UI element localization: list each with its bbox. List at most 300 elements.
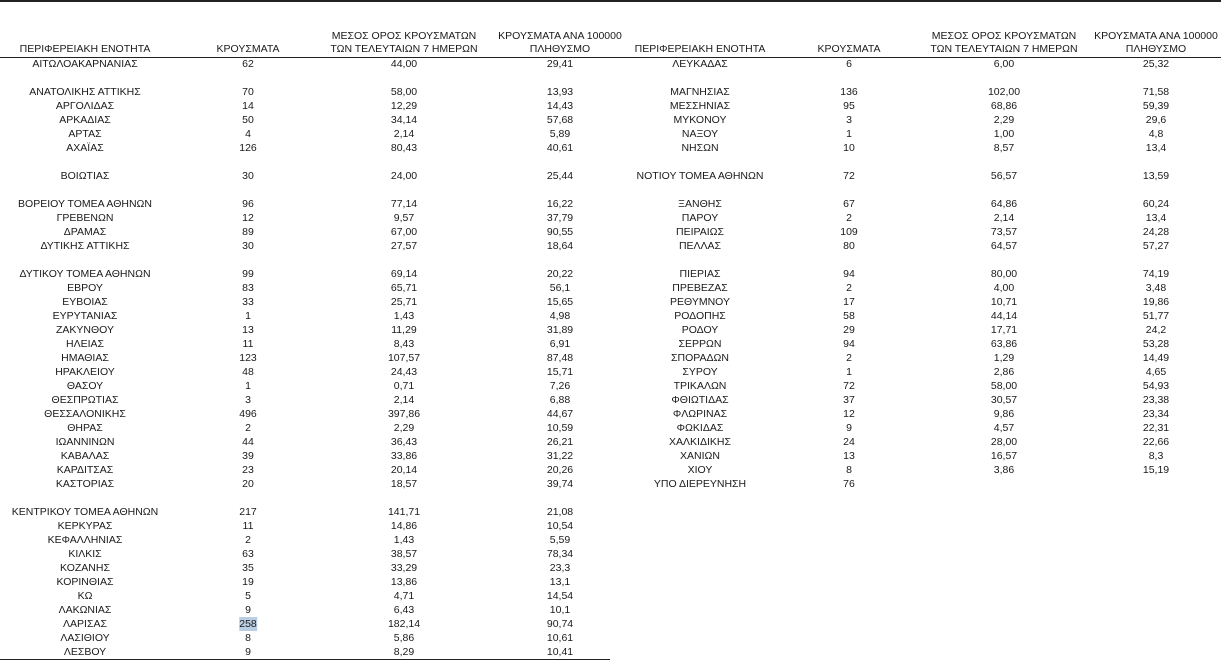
per100k-cell[interactable]: 78,34 (546, 548, 574, 560)
avg7-cell[interactable]: 67,00 (390, 226, 418, 238)
per100k-cell[interactable]: 13,59 (1142, 170, 1170, 182)
region-cell[interactable]: ΝΟΤΙΟΥ ΤΟΜΕΑ ΑΘΗΝΩΝ (636, 170, 764, 182)
avg7-cell[interactable]: 30,57 (990, 394, 1018, 406)
cases-cell[interactable]: 39 (242, 450, 254, 462)
table-row (610, 267, 1221, 281)
avg7-cell[interactable]: 24,43 (390, 366, 418, 378)
avg7-cell[interactable]: 2,86 (993, 366, 1015, 378)
region-cell[interactable]: ΠΑΡΟΥ (681, 212, 719, 224)
avg7-cell[interactable]: 24,00 (390, 170, 418, 182)
per100k-cell[interactable]: 18,64 (546, 240, 574, 252)
avg7-cell[interactable]: 18,57 (390, 478, 418, 490)
cases-cell[interactable]: 30 (242, 240, 254, 252)
region-cell[interactable]: ΗΜΑΘΙΑΣ (61, 352, 109, 364)
per100k-cell[interactable]: 7,26 (549, 380, 571, 392)
table-row (0, 211, 610, 225)
per100k-cell[interactable]: 4,65 (1145, 366, 1167, 378)
avg7-cell[interactable]: 44,14 (990, 310, 1018, 322)
cases-cell[interactable]: 2 (245, 422, 251, 434)
region-cell[interactable]: ΚΕΦΑΛΛΗΝΙΑΣ (47, 534, 123, 546)
blank-row (610, 155, 1221, 169)
cases-cell[interactable]: 14 (242, 100, 254, 112)
cases-cell[interactable]: 72 (843, 380, 855, 392)
region-cell[interactable]: ΦΩΚΙΔΑΣ (676, 422, 724, 434)
per100k-cell[interactable]: 87,48 (546, 352, 574, 364)
cases-cell[interactable]: 126 (239, 142, 257, 154)
cases-cell[interactable]: 63 (242, 548, 254, 560)
avg7-cell[interactable]: 13,86 (390, 576, 418, 588)
avg7-cell[interactable]: 64,57 (990, 240, 1018, 252)
region-cell[interactable]: ΝΑΞΟΥ (681, 128, 719, 140)
cases-cell[interactable]: 30 (242, 170, 254, 182)
per100k-cell[interactable]: 13,4 (1145, 142, 1167, 154)
avg7-cell[interactable]: 2,29 (393, 422, 415, 434)
per100k-cell[interactable]: 14,43 (546, 100, 574, 112)
region-cell[interactable]: ΗΡΑΚΛΕΙΟΥ (55, 366, 115, 378)
region-cell[interactable]: ΠΙΕΡΙΑΣ (679, 268, 721, 280)
per100k-cell[interactable]: 13,93 (546, 86, 574, 98)
avg7-cell[interactable]: 80,00 (990, 268, 1018, 280)
cases-cell[interactable]: 11 (242, 338, 254, 350)
table-row (0, 141, 610, 155)
cases-cell[interactable]: 11 (242, 520, 254, 532)
cases-cell[interactable]: 4 (245, 128, 251, 140)
region-cell[interactable]: ΚΑΡΔΙΤΣΑΣ (56, 464, 114, 476)
region-cell[interactable]: ΤΡΙΚΑΛΩΝ (673, 380, 727, 392)
region-cell[interactable]: ΘΗΡΑΣ (67, 422, 103, 434)
region-cell[interactable]: ΙΩΑΝΝΙΝΩΝ (55, 436, 115, 448)
cases-cell[interactable]: 50 (242, 114, 254, 126)
table-row (610, 169, 1221, 183)
avg7-cell[interactable]: 58,00 (390, 86, 418, 98)
cases-cell[interactable]: 9 (245, 646, 251, 658)
cases-cell[interactable]: 109 (840, 226, 858, 238)
table-row (0, 239, 610, 253)
header-avg7-line2: ΤΩΝ ΤΕΛΕΥΤΑΙΩΝ 7 ΗΜΕΡΩΝ (330, 43, 478, 55)
avg7-cell[interactable]: 69,14 (390, 268, 418, 280)
per100k-cell[interactable]: 13,1 (549, 576, 571, 588)
cases-cell[interactable]: 24 (843, 436, 855, 448)
avg7-cell[interactable]: 182,14 (387, 618, 421, 630)
avg7-cell[interactable]: 4,71 (393, 590, 415, 602)
cases-cell[interactable]: 80 (843, 240, 855, 252)
region-cell[interactable]: ΘΑΣΟΥ (66, 380, 104, 392)
avg7-cell[interactable]: 10,71 (990, 296, 1018, 308)
region-cell[interactable]: ΦΘΙΩΤΙΔΑΣ (671, 394, 729, 406)
cases-cell[interactable]: 10 (843, 142, 855, 154)
cases-cell[interactable]: 96 (242, 198, 254, 210)
region-cell[interactable]: ΚΟΡΙΝΘΙΑΣ (56, 576, 114, 588)
region-cell[interactable]: ΑΝΑΤΟΛΙΚΗΣ ΑΤΤΙΚΗΣ (29, 86, 141, 98)
cases-cell[interactable]: 1 (245, 380, 251, 392)
region-cell[interactable]: ΖΑΚΥΝΘΟΥ (55, 324, 115, 336)
per100k-cell[interactable]: 29,41 (546, 58, 574, 70)
avg7-cell[interactable]: 2,14 (393, 394, 415, 406)
per100k-cell[interactable]: 54,93 (1142, 380, 1170, 392)
cases-cell[interactable]: 89 (242, 226, 254, 238)
per100k-cell[interactable]: 23,3 (549, 562, 571, 574)
avg7-cell[interactable]: 65,71 (390, 282, 418, 294)
avg7-cell[interactable]: 33,29 (390, 562, 418, 574)
avg7-cell[interactable]: 33,86 (390, 450, 418, 462)
blank-row (610, 71, 1221, 85)
region-cell[interactable]: ΧΑΛΚΙΔΙΚΗΣ (669, 436, 731, 448)
avg7-cell[interactable]: 44,00 (390, 58, 418, 70)
table-row (610, 141, 1221, 155)
region-cell[interactable]: ΗΛΕΙΑΣ (65, 338, 105, 350)
table-row (0, 519, 610, 533)
per100k-cell[interactable]: 16,22 (546, 198, 574, 210)
region-cell[interactable]: ΛΕΣΒΟΥ (63, 646, 107, 658)
region-cell[interactable]: ΛΑΡΙΣΑΣ (63, 618, 107, 630)
cases-cell[interactable]: 9 (245, 604, 251, 616)
table-row (610, 393, 1221, 407)
per100k-cell[interactable]: 15,71 (546, 366, 574, 378)
per100k-cell[interactable]: 56,1 (549, 282, 571, 294)
avg7-cell[interactable]: 16,57 (990, 450, 1018, 462)
region-cell[interactable]: ΡΕΘΥΜΝΟΥ (669, 296, 731, 308)
cases-cell[interactable]: 94 (843, 338, 855, 350)
avg7-cell[interactable]: 11,29 (391, 324, 417, 336)
avg7-cell[interactable]: 5,86 (393, 632, 415, 644)
cases-cell[interactable]: 12 (242, 212, 254, 224)
per100k-cell[interactable]: 53,28 (1142, 338, 1170, 350)
cases-cell[interactable]: 3 (245, 394, 251, 406)
table-body-right (610, 57, 1221, 491)
table-row (610, 309, 1221, 323)
per100k-cell[interactable]: 24,28 (1142, 226, 1170, 238)
per100k-cell[interactable]: 6,88 (549, 394, 571, 406)
cases-cell[interactable]: 23 (242, 464, 254, 476)
per100k-cell[interactable]: 20,22 (546, 268, 574, 280)
table-row (0, 281, 610, 295)
avg7-cell[interactable]: 64,86 (990, 198, 1018, 210)
avg7-cell[interactable]: 63,86 (990, 338, 1018, 350)
cases-cell[interactable]: 62 (242, 58, 254, 70)
avg7-cell[interactable]: 68,86 (990, 100, 1018, 112)
avg7-cell[interactable]: 107,57 (387, 352, 421, 364)
table-row (0, 309, 610, 323)
per100k-cell[interactable]: 22,31 (1142, 422, 1170, 434)
per100k-cell[interactable]: 4,8 (1148, 128, 1164, 140)
per100k-cell[interactable]: 10,1 (549, 604, 571, 616)
per100k-cell[interactable]: 31,89 (546, 324, 574, 336)
region-cell[interactable]: ΑΡΚΑΔΙΑΣ (59, 114, 111, 126)
region-cell[interactable]: ΞΑΝΘΗΣ (678, 198, 722, 210)
per100k-cell[interactable]: 90,55 (546, 226, 574, 238)
cases-cell[interactable]: 6 (846, 58, 852, 70)
cases-cell[interactable]: 8 (846, 464, 852, 476)
region-cell[interactable]: ΑΙΤΩΛΟΑΚΑΡΝΑΝΙΑΣ (32, 58, 138, 70)
avg7-cell[interactable]: 73,57 (990, 226, 1018, 238)
per100k-cell[interactable]: 3,48 (1145, 282, 1167, 294)
cases-cell[interactable]: 37 (843, 394, 855, 406)
region-cell[interactable]: ΝΗΣΩΝ (681, 142, 719, 154)
header-per100k (1094, 30, 1218, 56)
region-cell[interactable]: ΚΕΡΚΥΡΑΣ (57, 520, 113, 532)
cases-cell[interactable]: 72 (843, 170, 855, 182)
per100k-cell[interactable]: 59,39 (1142, 100, 1170, 112)
avg7-cell[interactable]: 4,00 (993, 282, 1015, 294)
table-row (0, 393, 610, 407)
cases-cell[interactable]: 1 (245, 310, 251, 322)
cases-cell[interactable]: 58 (843, 310, 855, 322)
cases-cell[interactable]: 35 (242, 562, 254, 574)
cases-cell-selected[interactable]: 258 (239, 618, 257, 630)
region-cell[interactable]: ΛΑΣΙΘΙΟΥ (60, 632, 110, 644)
region-cell[interactable]: ΑΧΑΪΑΣ (66, 142, 104, 154)
header-per100k-line2: ΠΛΗΘΥΣΜΟ (1125, 43, 1187, 55)
region-cell[interactable]: ΚΩ (77, 590, 93, 602)
avg7-cell[interactable]: 77,14 (390, 198, 418, 210)
region-cell[interactable]: ΡΟΔΟΠΗΣ (674, 310, 726, 322)
cases-cell[interactable]: 3 (846, 114, 852, 126)
cases-cell[interactable]: 5 (245, 590, 251, 602)
cases-cell[interactable]: 19 (242, 576, 254, 588)
per100k-cell[interactable]: 90,74 (546, 618, 574, 630)
avg7-cell[interactable]: 27,57 (390, 240, 418, 252)
region-cell[interactable]: ΣΠΟΡΑΔΩΝ (671, 352, 729, 364)
region-cell[interactable]: ΑΡΤΑΣ (68, 128, 102, 140)
per100k-cell[interactable]: 23,34 (1142, 408, 1170, 420)
region-cell[interactable]: ΣΕΡΡΩΝ (678, 338, 722, 350)
per100k-cell[interactable]: 31,22 (546, 450, 574, 462)
cases-cell[interactable]: 76 (843, 478, 855, 490)
header-per100k-line2: ΠΛΗΘΥΣΜΟ (529, 43, 591, 55)
avg7-cell[interactable]: 20,14 (390, 464, 418, 476)
region-cell[interactable]: ΚΟΖΑΝΗΣ (60, 562, 110, 574)
region-cell[interactable]: ΜΕΣΣΗΝΙΑΣ (669, 100, 731, 112)
region-cell[interactable]: ΓΡΕΒΕΝΩΝ (56, 212, 114, 224)
cases-cell[interactable]: 17 (843, 296, 855, 308)
cases-cell[interactable]: 123 (239, 352, 257, 364)
cases-cell[interactable]: 2 (846, 282, 852, 294)
avg7-cell[interactable]: 141,71 (387, 506, 421, 518)
avg7-cell[interactable]: 3,86 (993, 464, 1015, 476)
cases-cell[interactable]: 83 (242, 282, 254, 294)
per100k-cell[interactable]: 25,32 (1142, 58, 1170, 70)
region-cell[interactable]: ΘΕΣΠΡΩΤΙΑΣ (51, 394, 119, 406)
region-cell[interactable]: ΘΕΣΣΑΛΟΝΙΚΗΣ (44, 408, 126, 420)
header-cases: ΚΡΟΥΣΜΑΤΑ (817, 43, 881, 55)
region-cell[interactable]: ΚΑΒΑΛΑΣ (60, 450, 110, 462)
per100k-cell[interactable]: 10,54 (546, 520, 574, 532)
avg7-cell[interactable]: 1,29 (993, 352, 1015, 364)
per100k-cell[interactable]: 23,38 (1142, 394, 1170, 406)
region-cell[interactable]: ΠΕΙΡΑΙΩΣ (676, 226, 724, 238)
per100k-cell[interactable]: 57,27 (1142, 240, 1170, 252)
cases-cell[interactable]: 2 (245, 534, 251, 546)
table-row (0, 421, 610, 435)
avg7-cell[interactable]: 8,29 (393, 646, 415, 658)
table-row (610, 323, 1221, 337)
region-cell[interactable]: ΚΕΝΤΡΙΚΟΥ ΤΟΜΕΑ ΑΘΗΝΩΝ (11, 506, 159, 518)
cases-cell[interactable]: 94 (843, 268, 855, 280)
region-cell[interactable]: ΒΟΡΕΙΟΥ ΤΟΜΕΑ ΑΘΗΝΩΝ (18, 198, 152, 210)
per100k-cell[interactable]: 40,61 (546, 142, 574, 154)
per100k-cell[interactable]: 8,3 (1148, 450, 1164, 462)
avg7-cell[interactable]: 34,14 (390, 114, 418, 126)
cases-cell[interactable]: 1 (846, 128, 852, 140)
table-row (0, 113, 610, 127)
region-cell[interactable]: ΜΑΓΝΗΣΙΑΣ (670, 86, 730, 98)
avg7-cell[interactable]: 1,00 (993, 128, 1015, 140)
avg7-cell[interactable]: 1,43 (393, 310, 415, 322)
per100k-cell[interactable]: 60,24 (1142, 198, 1170, 210)
per100k-cell[interactable]: 5,59 (549, 534, 571, 546)
cases-cell[interactable]: 44 (242, 436, 254, 448)
cases-cell[interactable]: 29 (843, 324, 855, 336)
avg7-cell[interactable]: 1,43 (393, 534, 415, 546)
region-cell[interactable]: ΕΥΡΥΤΑΝΙΑΣ (52, 310, 118, 322)
avg7-cell[interactable]: 8,43 (393, 338, 415, 350)
cases-cell[interactable]: 99 (242, 268, 254, 280)
avg7-cell[interactable]: 80,43 (390, 142, 418, 154)
cases-cell[interactable]: 9 (846, 422, 852, 434)
table-row (610, 281, 1221, 295)
cases-cell[interactable]: 33 (242, 296, 254, 308)
avg7-cell[interactable]: 6,43 (393, 604, 415, 616)
avg7-cell[interactable]: 2,29 (993, 114, 1015, 126)
per100k-cell[interactable]: 51,77 (1142, 310, 1170, 322)
region-cell[interactable]: ΕΥΒΟΙΑΣ (62, 296, 108, 308)
avg7-cell[interactable]: 8,57 (993, 142, 1015, 154)
cases-cell[interactable]: 67 (843, 198, 855, 210)
region-cell[interactable]: ΧΙΟΥ (687, 464, 713, 476)
per100k-cell[interactable]: 14,54 (546, 590, 574, 602)
cases-cell[interactable]: 48 (242, 366, 254, 378)
per100k-cell[interactable]: 74,19 (1142, 268, 1170, 280)
per100k-cell[interactable]: 24,2 (1145, 324, 1167, 336)
per100k-cell[interactable]: 22,66 (1142, 436, 1170, 448)
cases-cell[interactable]: 217 (239, 506, 257, 518)
avg7-cell[interactable]: 6,00 (993, 58, 1015, 70)
table-row (610, 211, 1221, 225)
cases-cell[interactable]: 70 (242, 86, 254, 98)
per100k-cell[interactable]: 5,89 (549, 128, 571, 140)
table-row (0, 589, 610, 603)
region-cell[interactable]: ΚΙΛΚΙΣ (68, 548, 102, 560)
table-row (0, 169, 610, 183)
region-cell[interactable]: ΚΑΣΤΟΡΙΑΣ (55, 478, 115, 490)
avg7-cell[interactable]: 25,71 (390, 296, 418, 308)
region-cell[interactable]: ΠΡΕΒΕΖΑΣ (672, 282, 728, 294)
per100k-cell[interactable]: 13,4 (1145, 212, 1167, 224)
per100k-cell[interactable]: 29,6 (1145, 114, 1167, 126)
avg7-cell[interactable]: 38,57 (390, 548, 418, 560)
per100k-cell[interactable]: 15,65 (546, 296, 574, 308)
table-body-left (0, 57, 610, 659)
region-cell[interactable]: ΠΕΛΛΑΣ (678, 240, 722, 252)
table-row (0, 505, 610, 519)
per100k-cell[interactable]: 26,21 (546, 436, 574, 448)
header-avg7-line1: ΜΕΣΟΣ ΟΡΟΣ ΚΡΟΥΣΜΑΤΩΝ (331, 30, 477, 42)
per100k-cell[interactable]: 10,61 (546, 632, 574, 644)
region-cell[interactable]: ΧΑΝΙΩΝ (680, 450, 720, 462)
avg7-cell[interactable]: 2,14 (993, 212, 1015, 224)
cases-cell[interactable]: 136 (840, 86, 858, 98)
avg7-cell[interactable]: 397,86 (387, 408, 421, 420)
region-cell[interactable]: ΡΟΔΟΥ (681, 324, 719, 336)
region-cell[interactable]: ΛΑΚΩΝΙΑΣ (58, 604, 112, 616)
table-row (610, 421, 1221, 435)
per100k-cell[interactable]: 10,59 (546, 422, 574, 434)
region-cell[interactable]: ΕΒΡΟΥ (67, 282, 103, 294)
per100k-cell[interactable]: 44,67 (546, 408, 574, 420)
region-cell[interactable]: ΣΥΡΟΥ (682, 366, 718, 378)
region-cell[interactable]: ΑΡΓΟΛΙΔΑΣ (55, 100, 115, 112)
per100k-cell[interactable]: 6,91 (549, 338, 571, 350)
avg7-cell[interactable]: 17,71 (990, 324, 1018, 336)
per100k-cell[interactable]: 15,19 (1142, 464, 1170, 476)
cases-cell[interactable]: 13 (843, 450, 855, 462)
header-region: ΠΕΡΙΦΕΡΕΙΑΚΗ ΕΝΟΤΗΤΑ (634, 43, 766, 55)
avg7-cell[interactable]: 4,57 (993, 422, 1015, 434)
avg7-cell[interactable]: 28,00 (990, 436, 1018, 448)
per100k-cell[interactable]: 19,86 (1142, 296, 1170, 308)
avg7-cell[interactable]: 12,29 (390, 100, 418, 112)
region-cell[interactable]: ΔΡΑΜΑΣ (63, 226, 107, 238)
cases-cell[interactable]: 12 (843, 408, 855, 420)
per100k-cell[interactable]: 10,41 (546, 646, 574, 658)
avg7-cell[interactable]: 2,14 (393, 128, 415, 140)
table-row (610, 351, 1221, 365)
per100k-cell[interactable]: 21,08 (546, 506, 574, 518)
avg7-cell[interactable]: 9,57 (393, 212, 415, 224)
region-cell[interactable]: ΛΕΥΚΑΔΑΣ (672, 58, 728, 70)
avg7-cell[interactable]: 58,00 (990, 380, 1018, 392)
per100k-cell[interactable]: 14,49 (1142, 352, 1170, 364)
avg7-cell[interactable]: 14,86 (390, 520, 418, 532)
table-row (0, 575, 610, 589)
table-row (0, 477, 610, 491)
per100k-cell[interactable]: 25,44 (546, 170, 574, 182)
table-row (610, 463, 1221, 477)
avg7-cell[interactable]: 102,00 (987, 86, 1021, 98)
cases-cell[interactable]: 496 (239, 408, 257, 420)
avg7-cell[interactable]: 9,86 (993, 408, 1015, 420)
table-row (0, 435, 610, 449)
header-region: ΠΕΡΙΦΕΡΕΙΑΚΗ ΕΝΟΤΗΤΑ (19, 43, 151, 55)
region-cell[interactable]: ΥΠΟ ΔΙΕΡΕΥΝΗΣΗ (653, 478, 747, 490)
region-cell[interactable]: ΔΥΤΙΚΟΥ ΤΟΜΕΑ ΑΘΗΝΩΝ (19, 268, 151, 280)
per100k-cell[interactable]: 37,79 (546, 212, 574, 224)
cases-cell[interactable]: 2 (846, 352, 852, 364)
cases-cell[interactable]: 20 (242, 478, 254, 490)
per100k-cell[interactable]: 39,74 (546, 478, 574, 490)
per100k-cell[interactable]: 20,26 (546, 464, 574, 476)
region-cell[interactable]: ΜΥΚΟΝΟΥ (673, 114, 727, 126)
per100k-cell[interactable]: 4,98 (549, 310, 571, 322)
cases-cell[interactable]: 95 (843, 100, 855, 112)
blank-row (0, 183, 610, 197)
table-row (0, 323, 610, 337)
avg7-cell[interactable]: 0,71 (393, 380, 415, 392)
region-cell[interactable]: ΔΥΤΙΚΗΣ ΑΤΤΙΚΗΣ (40, 240, 130, 252)
cases-cell[interactable]: 13 (242, 324, 254, 336)
cases-cell[interactable]: 8 (245, 632, 251, 644)
blank-row (0, 491, 610, 505)
avg7-cell[interactable]: 56,57 (990, 170, 1018, 182)
avg7-cell[interactable]: 36,43 (390, 436, 418, 448)
per100k-cell[interactable]: 71,58 (1142, 86, 1170, 98)
cases-cell[interactable]: 2 (846, 212, 852, 224)
region-cell[interactable]: ΦΛΩΡΙΝΑΣ (672, 408, 728, 420)
per100k-cell[interactable]: 57,68 (546, 114, 574, 126)
cases-cell[interactable]: 1 (846, 366, 852, 378)
region-cell[interactable]: ΒΟΙΩΤΙΑΣ (60, 170, 110, 182)
table-row (0, 631, 610, 645)
